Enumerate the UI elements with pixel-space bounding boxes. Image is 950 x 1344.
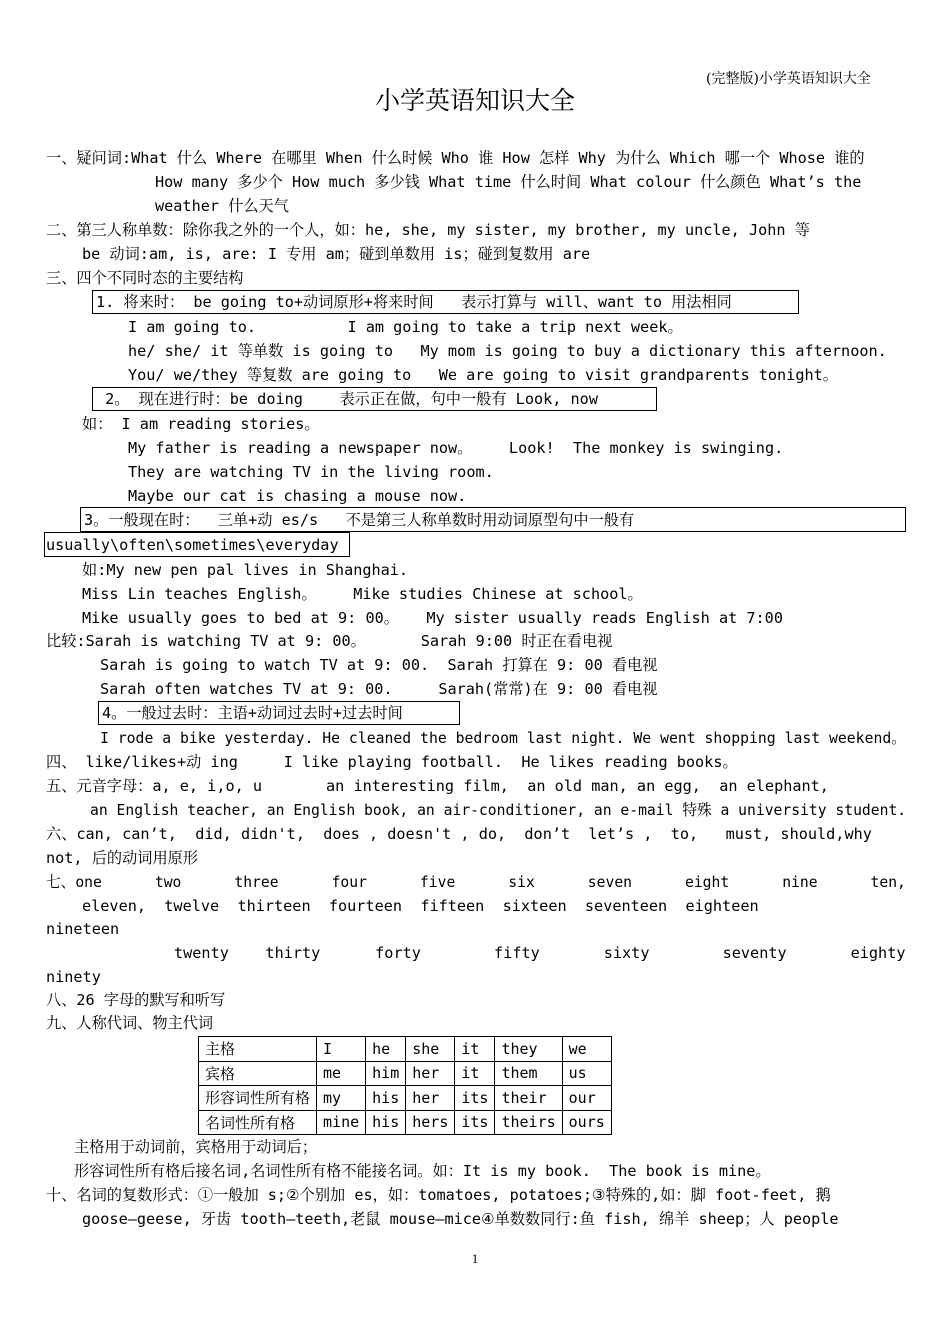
line-modals-2: not, 后的动词用原形 bbox=[46, 849, 199, 867]
line-future-ex1: I am going to. I am going to take a trip next week。 bbox=[128, 318, 683, 336]
line-pronoun-note-2: 形容词性所有格后接名词,名词性所有格不能接名词。如：It is my book. The book is mine。 bbox=[74, 1162, 771, 1180]
line-past-ex: I rode a bike yesterday. He cleaned the bedroom last night. We went shopping last weekend。 bbox=[100, 729, 907, 747]
table-cell: us bbox=[562, 1061, 611, 1086]
line-modals: 六、can, can’t, did, didn't, does , doesn't , do, don’t let’s , to, must, should,why bbox=[46, 825, 872, 843]
table-cell: hers bbox=[406, 1110, 455, 1135]
line-like-ing: 四、 like/likes+动 ing I like playing football. He likes reading books。 bbox=[46, 753, 738, 771]
table-cell: they bbox=[495, 1037, 562, 1062]
line-numbers-1: 七、one two three four five six seven eight nine ten, bbox=[46, 873, 906, 891]
table-cell: I bbox=[317, 1037, 366, 1062]
line-question-words-3: weather 什么天气 bbox=[155, 197, 289, 215]
table-cell: his bbox=[366, 1110, 406, 1135]
line-simple-past: 4。一般过去时：主语+动词过去时+过去时间 bbox=[102, 704, 403, 722]
line-numbers-4: twenty thirty forty fifty sixty seventy eighty bbox=[174, 944, 906, 962]
table-cell: her bbox=[406, 1061, 455, 1086]
table-cell: she bbox=[406, 1037, 455, 1062]
line-present-continuous: 2。 现在进行时：be doing 表示正在做，句中一般有 Look, now bbox=[96, 390, 598, 408]
table-row bbox=[199, 1086, 612, 1111]
line-question-words: 一、疑问词:What 什么 Where 在哪里 When 什么时候 Who 谁 How 怎样 Why 为什么 Which 哪一个 Whose 谁的 bbox=[46, 149, 865, 167]
table-cell: ours bbox=[562, 1110, 611, 1135]
table-cell: their bbox=[495, 1086, 562, 1111]
line-frequency-words: usually\often\sometimes\everyday bbox=[46, 536, 339, 554]
table-cell: it bbox=[455, 1037, 495, 1062]
line-continuous-ex1: 如： I am reading stories。 bbox=[82, 415, 320, 433]
line-continuous-ex4: Maybe our cat is chasing a mouse now. bbox=[128, 487, 467, 505]
line-vowels-2: an English teacher, an English book, an air-conditioner, an e-mail 特殊 a university student. bbox=[90, 801, 907, 819]
line-present-ex3: Mike usually goes to bed at 9: 00。 My sister usually reads English at 7:00 bbox=[82, 609, 783, 627]
table-cell: 宾格 bbox=[199, 1061, 317, 1086]
line-alphabet: 八、26 字母的默写和听写 bbox=[46, 991, 226, 1009]
line-vowels: 五、元音字母：a, e, i,o, u an interesting film, an old man, an egg, an elephant, bbox=[46, 777, 829, 795]
table-cell: we bbox=[562, 1037, 611, 1062]
line-continuous-ex3: They are watching TV in the living room. bbox=[128, 463, 494, 481]
table-row bbox=[199, 1061, 612, 1086]
table-row bbox=[199, 1037, 612, 1062]
line-simple-present: 3。一般现在时： 三单+动 es/s 不是第三人称单数时用动词原型句中一般有 bbox=[84, 511, 635, 529]
table-cell: them bbox=[495, 1061, 562, 1086]
line-compare-3: Sarah often watches TV at 9: 00. Sarah(常常)在 9: 00 看电视 bbox=[100, 680, 658, 698]
table-cell: mine bbox=[317, 1110, 366, 1135]
line-present-ex2: Miss Lin teaches English。 Mike studies Chinese at school。 bbox=[82, 585, 643, 603]
table-cell: 形容词性所有格 bbox=[199, 1086, 317, 1111]
line-pronouns-heading: 九、人称代词、物主代词 bbox=[46, 1014, 214, 1032]
line-plurals-2: goose—geese, 牙齿 tooth—teeth,老鼠 mouse—mice④单数数同行:鱼 fish, 绵羊 sheep；人 people bbox=[82, 1210, 839, 1228]
table-cell: me bbox=[317, 1061, 366, 1086]
line-pronoun-note-1: 主格用于动词前，宾格用于动词后； bbox=[74, 1138, 317, 1156]
table-cell: his bbox=[366, 1086, 406, 1111]
table-cell: he bbox=[366, 1037, 406, 1062]
line-plurals-1: 十、名词的复数形式：①一般加 s;②个别加 es，如：tomatoes, potatoes;③特殊的,如：脚 foot-feet, 鹅 bbox=[46, 1186, 831, 1204]
line-question-words-2: How many 多少个 How much 多少钱 What time 什么时间 What colour 什么颜色 What’s the bbox=[155, 173, 862, 191]
line-numbers-3: nineteen bbox=[46, 920, 120, 938]
table-cell: it bbox=[455, 1061, 495, 1086]
line-numbers-5: ninety bbox=[46, 968, 101, 986]
pronoun-table bbox=[198, 1036, 612, 1135]
line-continuous-ex2: My father is reading a newspaper now。 Look! The monkey is swinging. bbox=[128, 439, 784, 457]
line-be-verbs: be 动词:am, is, are: I 专用 am；碰到单数用 is；碰到复数用 are bbox=[82, 245, 591, 263]
table-cell: our bbox=[562, 1086, 611, 1111]
table-cell: its bbox=[455, 1110, 495, 1135]
table-cell: my bbox=[317, 1086, 366, 1111]
line-future-ex2: he/ she/ it 等单数 is going to My mom is going to buy a dictionary this afternoon. bbox=[128, 342, 887, 360]
table-cell: 名词性所有格 bbox=[199, 1110, 317, 1135]
table-cell: 主格 bbox=[199, 1037, 317, 1062]
page-number: 1 bbox=[471, 1251, 479, 1266]
table-cell: him bbox=[366, 1061, 406, 1086]
line-present-ex1: 如:My new pen pal lives in Shanghai. bbox=[82, 561, 409, 579]
line-numbers-2: eleven, twelve thirteen fourteen fifteen sixteen seventeen eighteen bbox=[82, 897, 759, 915]
line-future-ex3: You/ we/they 等复数 are going to We are going to visit grandparents tonight。 bbox=[128, 366, 838, 384]
table-cell: her bbox=[406, 1086, 455, 1111]
line-compare-1: 比较:Sarah is watching TV at 9: 00。 Sarah 9:00 时正在看电视 bbox=[46, 632, 613, 650]
line-compare-2: Sarah is going to watch TV at 9: 00. Sarah 打算在 9: 00 看电视 bbox=[100, 656, 658, 674]
table-cell: theirs bbox=[495, 1110, 562, 1135]
page-title: 小学英语知识大全 bbox=[374, 86, 575, 115]
line-future-tense: 1. 将来时： be going to+动词原形+将来时间 表示打算与 will、want to 用法相同 bbox=[96, 293, 732, 311]
line-third-person: 二、第三人称单数：除你我之外的一个人，如：he, she, my sister, my brother, my uncle, John 等 bbox=[46, 221, 810, 239]
table-cell: its bbox=[455, 1086, 495, 1111]
line-tenses-heading: 三、四个不同时态的主要结构 bbox=[46, 269, 244, 287]
table-row bbox=[199, 1110, 612, 1135]
running-header: (完整版)小学英语知识大全 bbox=[706, 71, 871, 87]
